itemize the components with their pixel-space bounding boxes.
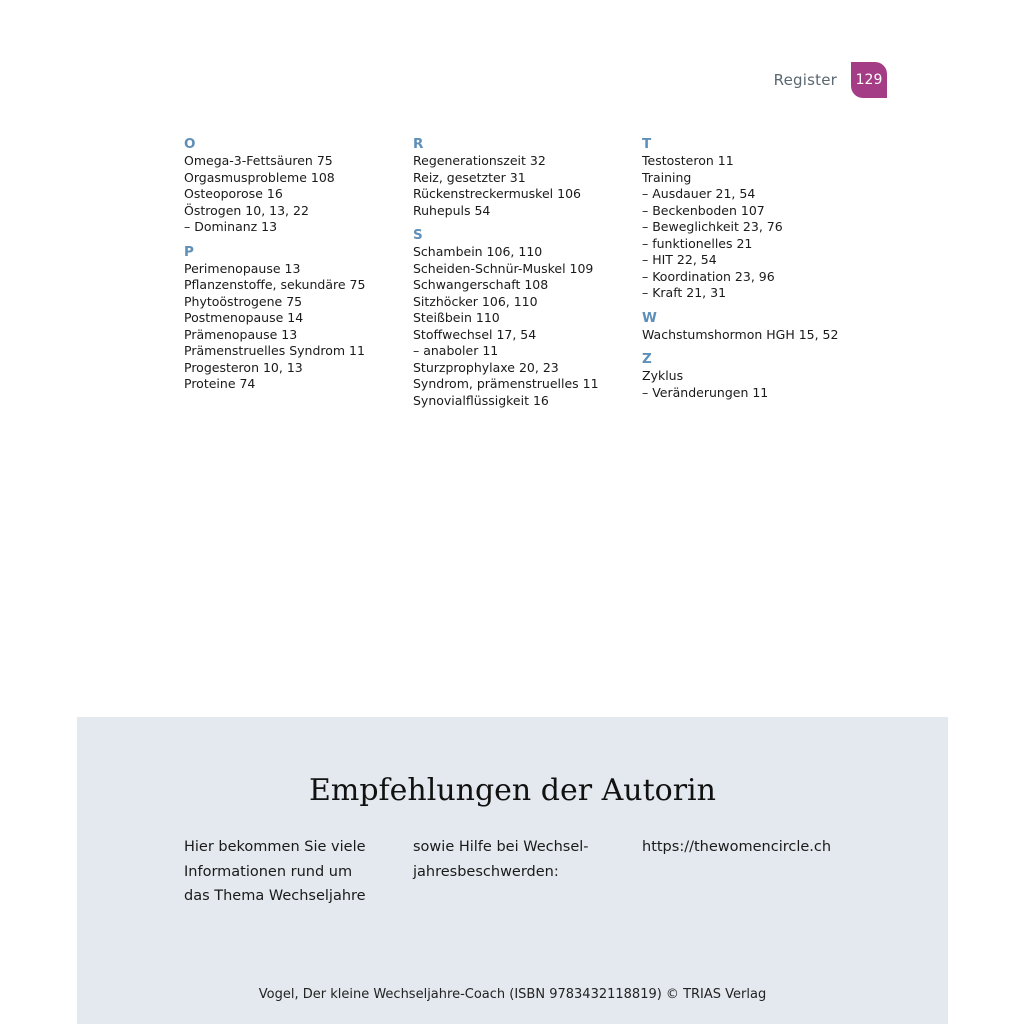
recommendations-box <box>77 717 948 1024</box>
index-entry: Prämenopause 13 <box>184 326 298 342</box>
index-letter-heading: W <box>642 309 657 326</box>
index-entry: – anaboler 11 <box>413 343 499 358</box>
recommendations-title: Empfehlungen der Autorin <box>309 773 716 808</box>
index-entry: – HIT 22, 54 <box>642 252 717 267</box>
index-entry: Pflanzenstoffe, sekundäre 75 <box>184 277 366 292</box>
page-number-badge: 129 <box>851 62 887 98</box>
index-entry: – Kraft 21, 31 <box>642 285 727 300</box>
index-entry: – funktionelles 21 <box>642 235 753 251</box>
index-section <box>413 136 642 219</box>
index-entry: Osteoporose 16 <box>184 186 283 201</box>
recommendations-text-column-1 <box>184 835 366 909</box>
recommendations-link-column[interactable] <box>642 835 831 860</box>
index-section <box>184 244 413 393</box>
index-entry: Steißbein 110 <box>413 310 500 325</box>
index-entry: Zyklus <box>642 368 684 383</box>
recommendations-text-column-2 <box>413 835 589 884</box>
index-letter-heading: S <box>413 227 423 243</box>
copyright-footer: Vogel, Der kleine Wechseljahre-Coach (ISBN 9783432118819) © TRIAS Verlag <box>258 987 767 1002</box>
index-entry: Östrogen 10, 13, 22 <box>184 202 309 218</box>
index-entry: Scheiden-Schnür-Muskel 109 <box>413 260 594 276</box>
index-entry: Prämenstruelles Syndrom 11 <box>184 343 365 358</box>
index-section <box>413 227 642 409</box>
recommendation-line: Hier bekommen Sie viele <box>184 839 366 855</box>
index-column <box>642 136 871 417</box>
index-column <box>413 136 642 417</box>
index-entry: Sturzprophylaxe 20, 23 <box>413 359 559 375</box>
index-letter-heading: P <box>184 243 194 260</box>
index-entry: – Dominanz 13 <box>184 219 278 234</box>
recommendation-line: sowie Hilfe bei Wechsel- <box>413 839 589 855</box>
index-entry: Schwangerschaft 108 <box>413 277 549 292</box>
index-entry: Rückenstreckermuskel 106 <box>413 186 581 201</box>
recommendation-line: das Thema Wechseljahre <box>184 888 366 904</box>
index-section <box>642 310 871 344</box>
index-entry: Stoffwechsel 17, 54 <box>413 326 537 342</box>
website-link[interactable]: https://thewomencircle.ch <box>642 839 832 855</box>
index-entry: Sitzhöcker 106, 110 <box>413 293 538 309</box>
index-entry: Training <box>642 169 692 185</box>
index-entry: Postmenopause 14 <box>184 310 304 325</box>
index-section <box>642 351 871 401</box>
index-entry: Ruhepuls 54 <box>413 202 491 218</box>
index-letter-heading: Z <box>642 351 652 367</box>
index-letter-heading: O <box>184 136 196 152</box>
index-entry: Omega-3-Fettsäuren 75 <box>184 153 333 168</box>
index-entry: Schambein 106, 110 <box>413 244 543 259</box>
page-header <box>774 62 887 98</box>
index-entry: Proteine 74 <box>184 376 256 391</box>
index-entry: Synovialflüssigkeit 16 <box>413 392 549 408</box>
index-entry: Phytoöstrogene 75 <box>184 293 303 309</box>
section-label: Register <box>773 71 837 89</box>
index-entry: Reiz, gesetzter 31 <box>413 169 526 185</box>
index-entry: Perimenopause 13 <box>184 260 301 276</box>
index-entry: Orgasmusprobleme 108 <box>184 169 335 185</box>
index-entry: Progesteron 10, 13 <box>184 359 303 375</box>
recommendation-line: jahresbeschwerden: <box>413 863 559 880</box>
index-letter-heading: T <box>642 136 652 152</box>
index-entry: – Koordination 23, 96 <box>642 268 775 284</box>
index-entry: Wachstumshormon HGH 15, 52 <box>642 326 839 342</box>
index-entry: – Beweglichkeit 23, 76 <box>642 219 783 234</box>
index-section <box>642 136 871 302</box>
index-column <box>184 136 413 417</box>
index-entry: – Veränderungen 11 <box>642 384 769 400</box>
recommendation-line: Informationen rund um <box>184 863 353 880</box>
index-register <box>184 136 871 417</box>
index-entry: – Ausdauer 21, 54 <box>642 186 756 201</box>
index-entry: – Beckenboden 107 <box>642 202 765 218</box>
index-section <box>184 136 413 236</box>
index-entry: Regenerationszeit 32 <box>413 153 546 168</box>
index-entry: Testosteron 11 <box>642 153 734 168</box>
index-entry: Syndrom, prämenstruelles 11 <box>413 376 599 391</box>
index-letter-heading: R <box>413 136 424 152</box>
